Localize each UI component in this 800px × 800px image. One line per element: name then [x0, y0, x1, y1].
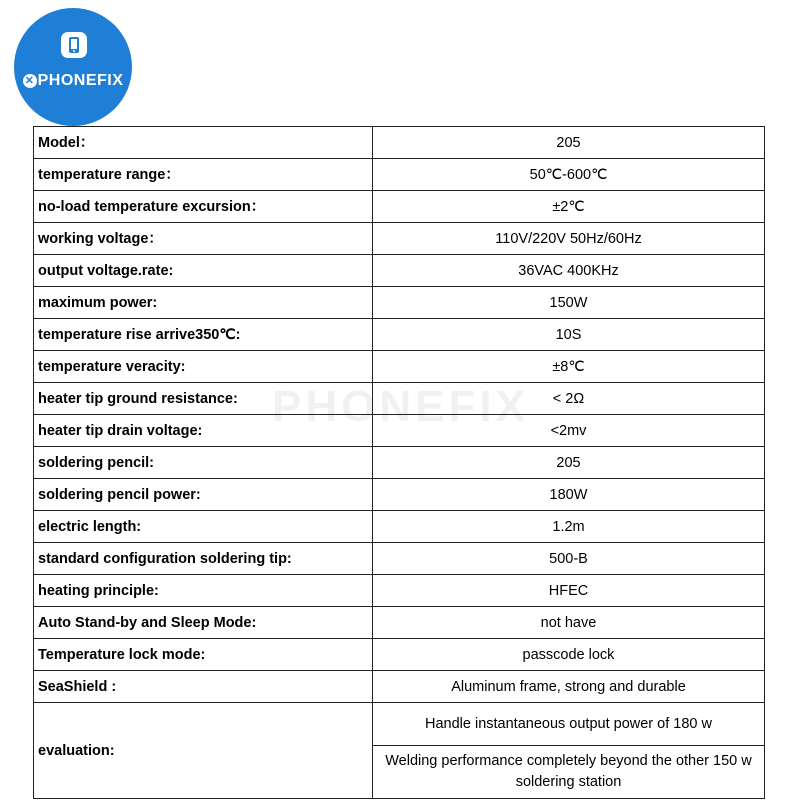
spec-value: 205 — [373, 447, 765, 479]
watermark: PHONEFIX — [272, 382, 529, 431]
spec-key: SeaShield : — [34, 671, 373, 703]
spec-key: soldering pencil: — [34, 447, 373, 479]
spec-row — [34, 575, 765, 607]
spec-key: temperature veracity: — [34, 351, 373, 383]
spec-value: not have — [373, 607, 765, 639]
spec-table — [33, 126, 765, 799]
spec-value: 10S — [373, 319, 765, 351]
spec-key: heater tip ground resistance: — [34, 383, 373, 415]
spec-value: Handle instantaneous output power of 180 w — [373, 703, 765, 746]
spec-key: maximum power: — [34, 287, 373, 319]
spec-value: 36VAC 400KHz — [373, 255, 765, 287]
spec-row — [34, 607, 765, 639]
logo-brand-text: ✕ PHONEFIX — [14, 72, 132, 90]
spec-key: working voltage： — [34, 223, 373, 255]
spec-value: 110V/220V 50Hz/60Hz — [373, 223, 765, 255]
spec-value: 500-B — [373, 543, 765, 575]
spec-value: 50℃-600℃ — [373, 159, 765, 191]
spec-value: 180W — [373, 479, 765, 511]
spec-row — [34, 287, 765, 319]
spec-row — [34, 479, 765, 511]
spec-value: Welding performance completely beyond the other 150 w soldering station — [373, 746, 765, 799]
phone-wrench-icon — [59, 30, 89, 60]
spec-value: < 2Ω — [373, 383, 765, 415]
spec-row — [34, 383, 765, 415]
spec-value: 1.2m — [373, 511, 765, 543]
spec-row — [34, 415, 765, 447]
spec-key: soldering pencil power: — [34, 479, 373, 511]
spec-key: heating principle: — [34, 575, 373, 607]
spec-row — [34, 223, 765, 255]
spec-key: temperature range： — [34, 159, 373, 191]
spec-value: passcode lock — [373, 639, 765, 671]
spec-row — [34, 191, 765, 223]
spec-row — [34, 351, 765, 383]
spec-key: Model： — [34, 127, 373, 159]
spec-value: <2mv — [373, 415, 765, 447]
spec-key: Temperature lock mode: — [34, 639, 373, 671]
spec-row — [34, 511, 765, 543]
spec-key: standard configuration soldering tip: — [34, 543, 373, 575]
phonefix-logo — [14, 8, 132, 126]
spec-value: 205 — [373, 127, 765, 159]
spec-row-evaluation — [34, 703, 765, 746]
spec-key: temperature rise arrive350℃: — [34, 319, 373, 351]
spec-key: no-load temperature excursion： — [34, 191, 373, 223]
spec-key: heater tip drain voltage: — [34, 415, 373, 447]
spec-row — [34, 671, 765, 703]
spec-row — [34, 319, 765, 351]
spec-key: electric length: — [34, 511, 373, 543]
spec-key: evaluation: — [34, 703, 373, 799]
spec-key: Auto Stand-by and Sleep Mode: — [34, 607, 373, 639]
spec-row — [34, 447, 765, 479]
spec-value: 150W — [373, 287, 765, 319]
spec-value: HFEC — [373, 575, 765, 607]
spec-row — [34, 543, 765, 575]
spec-value: Aluminum frame, strong and durable — [373, 671, 765, 703]
spec-row — [34, 159, 765, 191]
spec-row — [34, 127, 765, 159]
spec-key: output voltage.rate: — [34, 255, 373, 287]
spec-row — [34, 255, 765, 287]
spec-row — [34, 639, 765, 671]
spec-value: ±2℃ — [373, 191, 765, 223]
spec-value: ±8℃ — [373, 351, 765, 383]
